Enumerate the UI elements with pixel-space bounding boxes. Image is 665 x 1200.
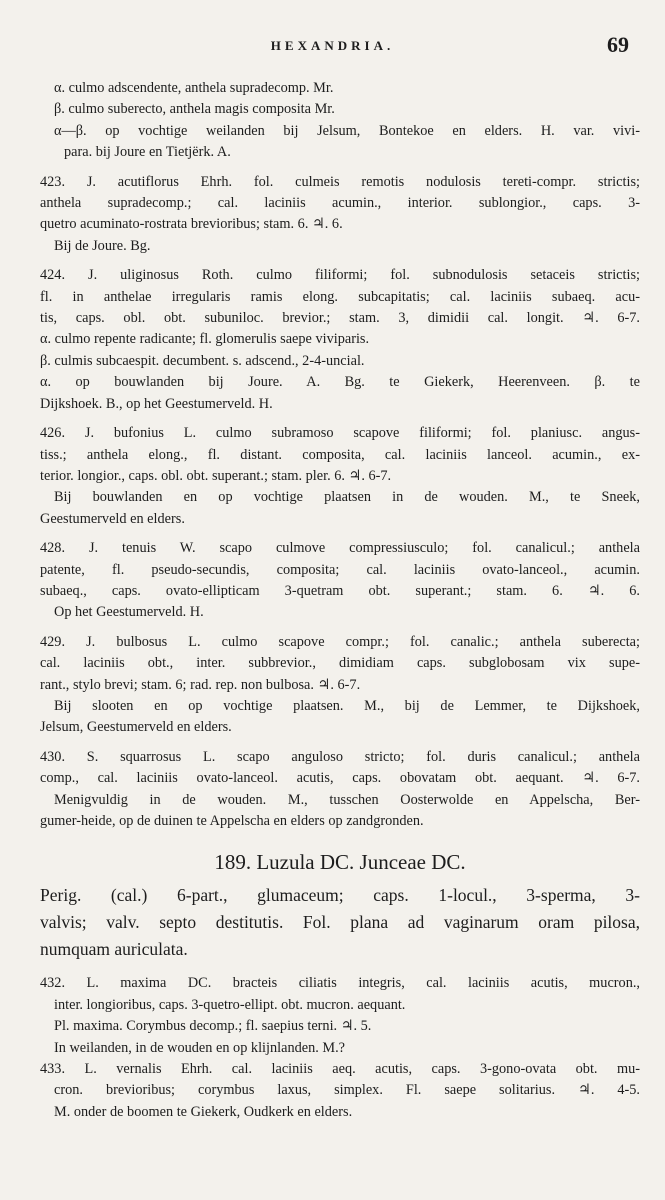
text-line: 424. J. uliginosus Roth. culmo filiformi; fol. subnodulosis setaceis strictis; — [40, 267, 640, 284]
text-line: inter. longioribus, caps. 3-quetro-ellipt. obt. mucron. aequant. — [54, 996, 406, 1013]
genus-description-line: Perig. (cal.) 6-part., glumaceum; caps. 1-locul., 3-sperma, 3- — [40, 885, 640, 906]
page-number: 69 — [607, 32, 629, 57]
text-line: Bij slooten en op vochtige plaatsen. M., bij de Lemmer, te Dijkshoek, — [54, 697, 640, 714]
text-line: Pl. maxima. Corymbus decomp.; fl. saepius terni. ♃. 5. — [54, 1018, 372, 1035]
text-line: cal. laciniis obt., inter. subbrevior., dimidiam caps. subglobosam vix supe- — [40, 655, 640, 672]
text-line: Dijkshoek. B., op het Geestumerveld. H. — [40, 395, 273, 412]
text-line: M. onder de boomen te Giekerk, Oudkerk en elders. — [54, 1103, 353, 1120]
text-line: α—β. op vochtige weilanden bij Jelsum, Bontekoe en elders. H. var. vivi- — [54, 122, 640, 139]
text-line: 428. J. tenuis W. scapo culmove compressiusculo; fol. canalicul.; anthela — [40, 540, 640, 557]
running-title: HEXANDRIA. — [270, 38, 395, 53]
text-line: tis, caps. obl. obt. subuniloc. brevior.; stam. 3, dimidii cal. longit. ♃. 6-7. — [40, 310, 640, 327]
text-line: β. culmis subcaespit. decumbent. s. adscend., 2-4-uncial. — [40, 352, 365, 369]
text-line: α. culmo repente radicante; fl. glomerulis saepe viviparis. — [40, 331, 370, 348]
text-line: Geestumerveld en elders. — [40, 510, 185, 527]
text-line: Op het Geestumerveld. H. — [54, 604, 204, 621]
text-line: α. op bouwlanden bij Joure. A. Bg. te Giekerk, Heerenveen. β. te — [40, 374, 640, 391]
species-block-luzula — [40, 973, 640, 1123]
text-line: α. culmo adscendente, anthela supradecomp. Mr. — [54, 80, 334, 96]
text-line: 432. L. maxima DC. bracteis ciliatis integris, cal. laciniis acutis, mucron., — [40, 975, 640, 992]
text-line: β. culmo suberecto, anthela magis composita Mr. — [54, 101, 335, 118]
genus-description-line: numquam auriculata. — [40, 939, 188, 960]
text-line: terior. longior., caps. obl. obt. superant.; stam. pler. 6. ♃. 6-7. — [40, 467, 392, 484]
text-line: Bij de Joure. Bg. — [54, 237, 151, 254]
text-line: subaeq., caps. ovato-ellipticam 3-quetram obt. superant.; stam. 6. ♃. 6. — [40, 582, 640, 599]
species-block-juncus — [40, 78, 640, 832]
text-line: anthela supradecomp.; cal. laciniis acumin., interior. sublongior., caps. 3- — [40, 195, 640, 212]
text-line: Jelsum, Geestumerveld en elders. — [40, 719, 232, 736]
genus-description — [40, 882, 640, 963]
text-line: rant., stylo brevi; stam. 6; rad. rep. non bulbosa. ♃. 6-7. — [40, 676, 361, 693]
text-line: In weilanden, in de wouden en op klijnlanden. M.? — [54, 1039, 346, 1056]
genus-description-line: valvis; valv. septo destitutis. Fol. plana ad vaginarum oram pilosa, — [40, 912, 640, 933]
text-line: comp., cal. laciniis ovato-lanceol. acutis, caps. obovatam obt. aequant. ♃. 6-7. — [40, 770, 640, 787]
text-line: cron. brevioribus; corymbus laxus, simplex. Fl. saepe solitarius. ♃. 4-5. — [54, 1082, 640, 1099]
text-line: tiss.; anthela elong., fl. distant. composita, cal. laciniis lanceol. acumin., ex- — [40, 446, 640, 463]
text-line: 430. S. squarrosus L. scapo anguloso stricto; fol. duris canalicul.; anthela — [40, 748, 640, 765]
text-line: 423. J. acutiflorus Ehrh. fol. culmeis remotis nodulosis tereti-compr. strictis; — [40, 173, 640, 190]
text-line: patente, fl. pseudo-secundis, composita; cal. laciniis ovato-lanceol., acumin. — [40, 561, 640, 578]
text-line: Bij bouwlanden en op vochtige plaatsen in de wouden. M., te Sneek, — [54, 489, 640, 506]
text-line: quetro acuminato-rostrata brevioribus; stam. 6. ♃. 6. — [40, 216, 343, 233]
text-line: 429. J. bulbosus L. culmo scapove compr.; fol. canalic.; anthela suberecta; — [40, 633, 640, 650]
text-line: 426. J. bufonius L. culmo subramoso scapove filiformi; fol. planiusc. angus- — [40, 425, 640, 442]
text-line: 433. L. vernalis Ehrh. cal. laciniis aeq. acutis, caps. 3-gono-ovata obt. mu- — [40, 1061, 640, 1078]
text-line: gumer-heide, op de duinen te Appelscha en elders op zandgronden. — [40, 813, 424, 829]
page-header — [0, 32, 665, 66]
text-line: para. bij Joure en Tietjërk. A. — [64, 144, 231, 161]
page-body — [40, 78, 640, 1123]
text-line: Menigvuldig in de wouden. M., tusschen Oosterwolde en Appelscha, Ber- — [54, 791, 640, 808]
text-line: fl. in anthelae irregularis ramis elong. subcapitatis; cal. laciniis subaeq. acu- — [40, 288, 640, 305]
genus-heading: 189. Luzula DC. Junceae DC. — [214, 850, 466, 875]
